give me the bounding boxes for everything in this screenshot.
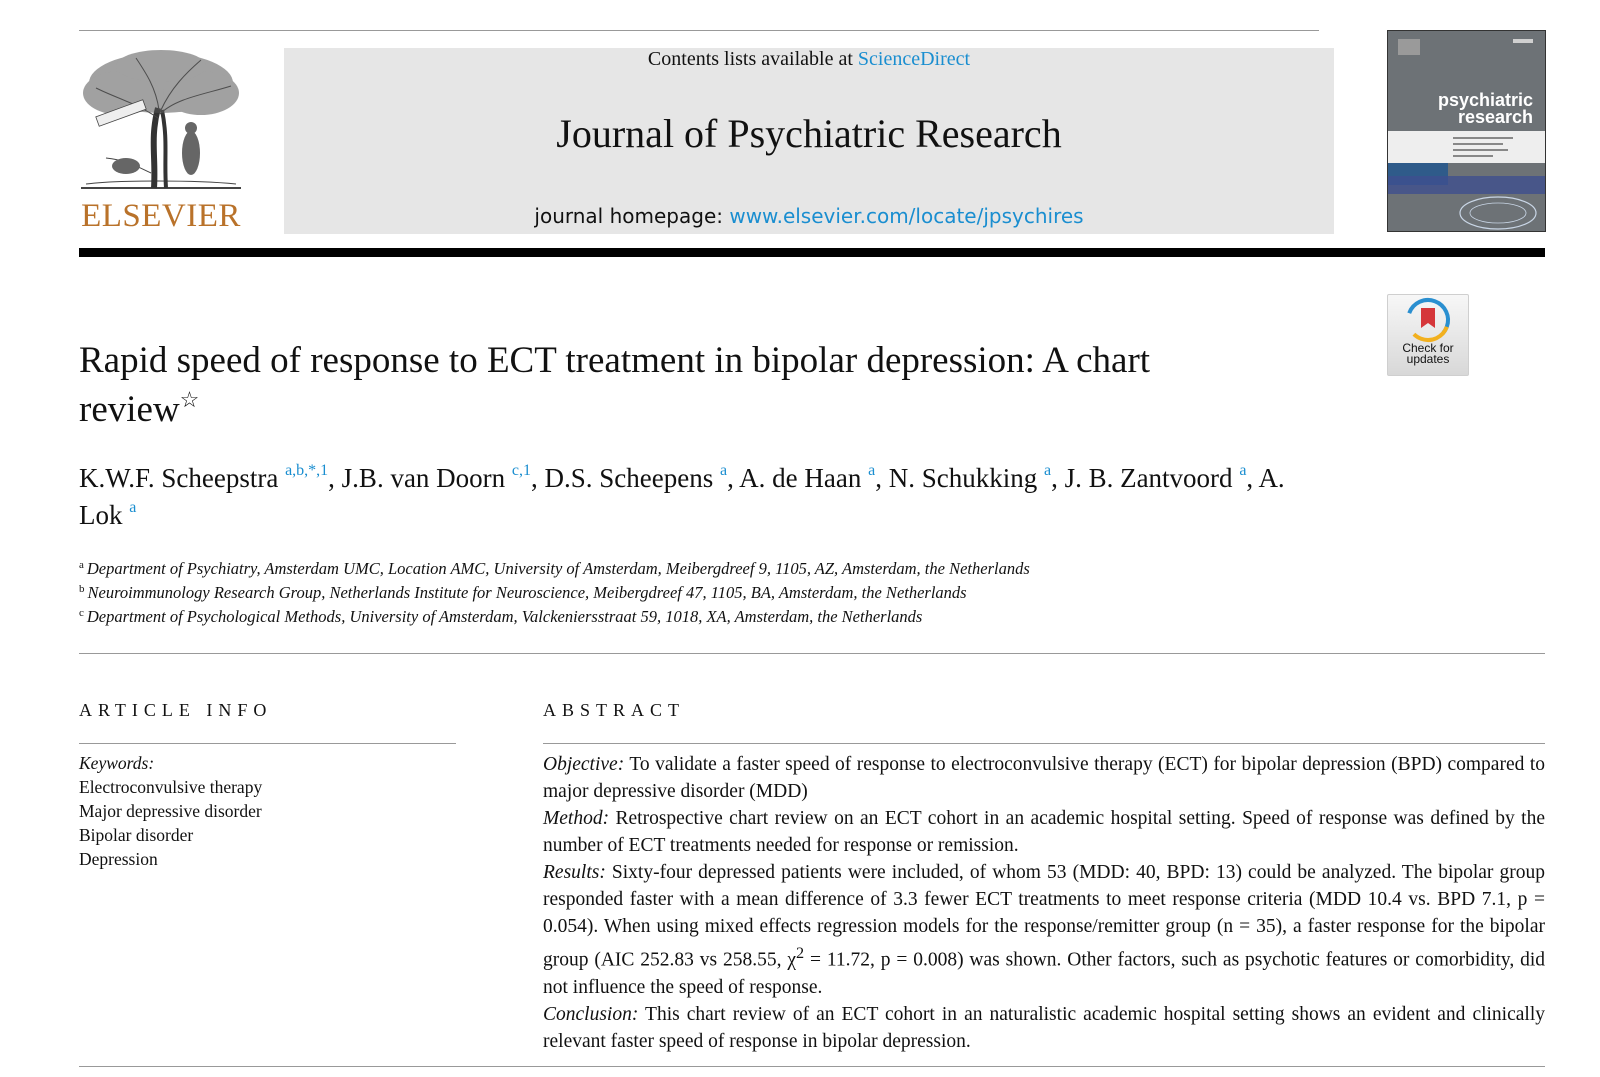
keyword-item: Electroconvulsive therapy <box>79 777 263 797</box>
results-text-1: Sixty-four depressed patients were included, of whom 53 (MDD: 40, BPD: 13) could be analyzed. The bipolar group responded faster with a mean difference of 3.3 fewer ECT treatments to meet response criteria (MDD 10.4 vs. BPD 7.1, p = 0.054). When using mixed effects regression models for the response/remitter group (n = 35), a faster response for the bipolar group (AIC 252.83 vs 258.55, χ <box>543 862 1545 971</box>
abstract-body <box>543 751 1545 1055</box>
keyword-list <box>79 775 456 871</box>
results-label: Results: <box>543 862 606 883</box>
keywords-block <box>79 751 456 871</box>
author-affiliation-mark[interactable]: a <box>868 462 876 479</box>
check-updates-label: Check for updates <box>1402 341 1454 366</box>
article-title-text: Rapid speed of response to ECT treatment in bipolar depression: A chart review <box>79 340 1151 430</box>
homepage-link[interactable]: www.elsevier.com/locate/jpsychires <box>729 204 1084 228</box>
author-affiliation-mark[interactable]: a <box>720 462 728 479</box>
elsevier-logo[interactable] <box>76 48 246 238</box>
author-name[interactable]: A. Lok <box>79 463 1285 530</box>
affiliation-item <box>79 581 1379 605</box>
elsevier-tree-icon <box>76 48 246 198</box>
author-separator: , <box>328 463 342 493</box>
contents-prefix: Contents lists available at <box>647 48 853 70</box>
affiliation-text: Neuroimmunology Research Group, Netherlands Institute for Neuroscience, Meibergdreef 47, 1105, BA, Amsterdam, the Netherlands <box>87 583 967 602</box>
bottom-rule <box>79 1066 1545 1067</box>
keyword-item: Depression <box>79 849 158 869</box>
abstract-results <box>543 859 1545 1001</box>
cover-title-line2: research <box>1457 107 1533 127</box>
journal-title[interactable]: Journal of Psychiatric Research <box>556 111 1062 156</box>
objective-label: Objective: <box>543 754 625 775</box>
author-name[interactable]: D.S. Scheepens <box>544 463 714 493</box>
method-text: Retrospective chart review on an ECT cohort in an academic hospital setting. Speed of response was defined by the number of ECT treatments needed for response or remission. <box>543 808 1545 856</box>
section-rule <box>79 653 1545 654</box>
results-superscript: 2 <box>796 944 805 962</box>
journal-cover-image <box>1388 31 1545 231</box>
article-info-heading: ARTICLE INFO <box>79 700 273 720</box>
contents-line <box>284 48 1334 71</box>
method-label: Method: <box>543 808 610 829</box>
results-text-2: = 11.72, p = 0.008) was shown. Other factors, such as psychotic features or comorbidity, did not influence the speed of response. <box>543 949 1545 998</box>
affiliation-item <box>79 605 1379 629</box>
affiliation-mark: b <box>79 583 85 595</box>
keyword-item: Major depressive disorder <box>79 801 262 821</box>
header-thick-rule <box>79 248 1545 257</box>
author-affiliation-mark[interactable]: a,b,*,1 <box>285 462 329 479</box>
author-name[interactable]: A. de Haan <box>739 463 862 493</box>
keyword-item: Bipolar disorder <box>79 825 194 845</box>
author-name[interactable]: K.W.F. Scheepstra <box>79 463 279 493</box>
affiliation-mark: a <box>79 559 84 571</box>
check-for-updates-button[interactable] <box>1387 294 1469 376</box>
author-separator: , <box>1246 463 1259 493</box>
journal-cover-thumbnail[interactable] <box>1387 30 1546 232</box>
affiliation-list <box>79 557 1379 629</box>
affiliation-mark: c <box>79 607 84 619</box>
author-affiliation-mark[interactable]: a <box>1239 462 1247 479</box>
article-title <box>79 336 1259 434</box>
conclusion-label: Conclusion: <box>543 1003 639 1025</box>
abstract-heading: ABSTRACT <box>543 700 686 720</box>
keywords-label: Keywords: <box>79 753 155 773</box>
cover-title-line1: psychiatric <box>1437 90 1533 110</box>
objective-text: To validate a faster speed of response to electroconvulsive therapy (ECT) for bipolar depression (BPD) compared to major depressive disorder (MDD) <box>543 754 1545 802</box>
affiliation-text: Department of Psychological Methods, University of Amsterdam, Valckeniersstraat 59, 1018, XA, Amsterdam, the Netherlands <box>86 607 923 626</box>
article-info-rule <box>79 743 456 744</box>
sciencedirect-link[interactable]: ScienceDirect <box>857 48 971 70</box>
author-separator: , <box>1051 463 1065 493</box>
author-affiliation-mark[interactable]: a <box>129 499 137 516</box>
author-affiliation-mark[interactable]: c,1 <box>511 462 532 479</box>
author-separator: , <box>531 463 545 493</box>
title-footnote-mark[interactable]: ☆ <box>179 387 200 412</box>
affiliation-item <box>79 557 1379 581</box>
author-separator: , <box>875 463 889 493</box>
author-affiliation-mark[interactable]: a <box>1043 462 1052 479</box>
author-name[interactable]: N. Schukking <box>888 463 1038 493</box>
author-list <box>79 460 1329 534</box>
abstract-conclusion <box>543 1001 1545 1055</box>
conclusion-text: This chart review of an ECT cohort in an naturalistic academic hospital setting shows an evident and clinically relevant faster speed of response in bipolar depression. <box>543 1003 1545 1052</box>
abstract-method <box>543 805 1545 859</box>
homepage-line <box>284 204 1334 228</box>
abstract-rule <box>543 743 1545 744</box>
homepage-prefix: journal homepage: <box>534 204 723 228</box>
author-separator: , <box>727 463 740 493</box>
check-updates-icon <box>1388 295 1468 343</box>
affiliation-text: Department of Psychiatry, Amsterdam UMC, Location AMC, University of Amsterdam, Meibergdreef 9, 1105, AZ, Amsterdam, the Netherlands <box>86 559 1030 578</box>
author-name[interactable]: J.B. van Doorn <box>341 463 506 493</box>
top-rule <box>79 30 1319 31</box>
abstract-objective <box>543 751 1545 805</box>
author-name[interactable]: J. B. Zantvoord <box>1064 463 1233 493</box>
publisher-wordmark: ELSEVIER <box>81 198 241 234</box>
